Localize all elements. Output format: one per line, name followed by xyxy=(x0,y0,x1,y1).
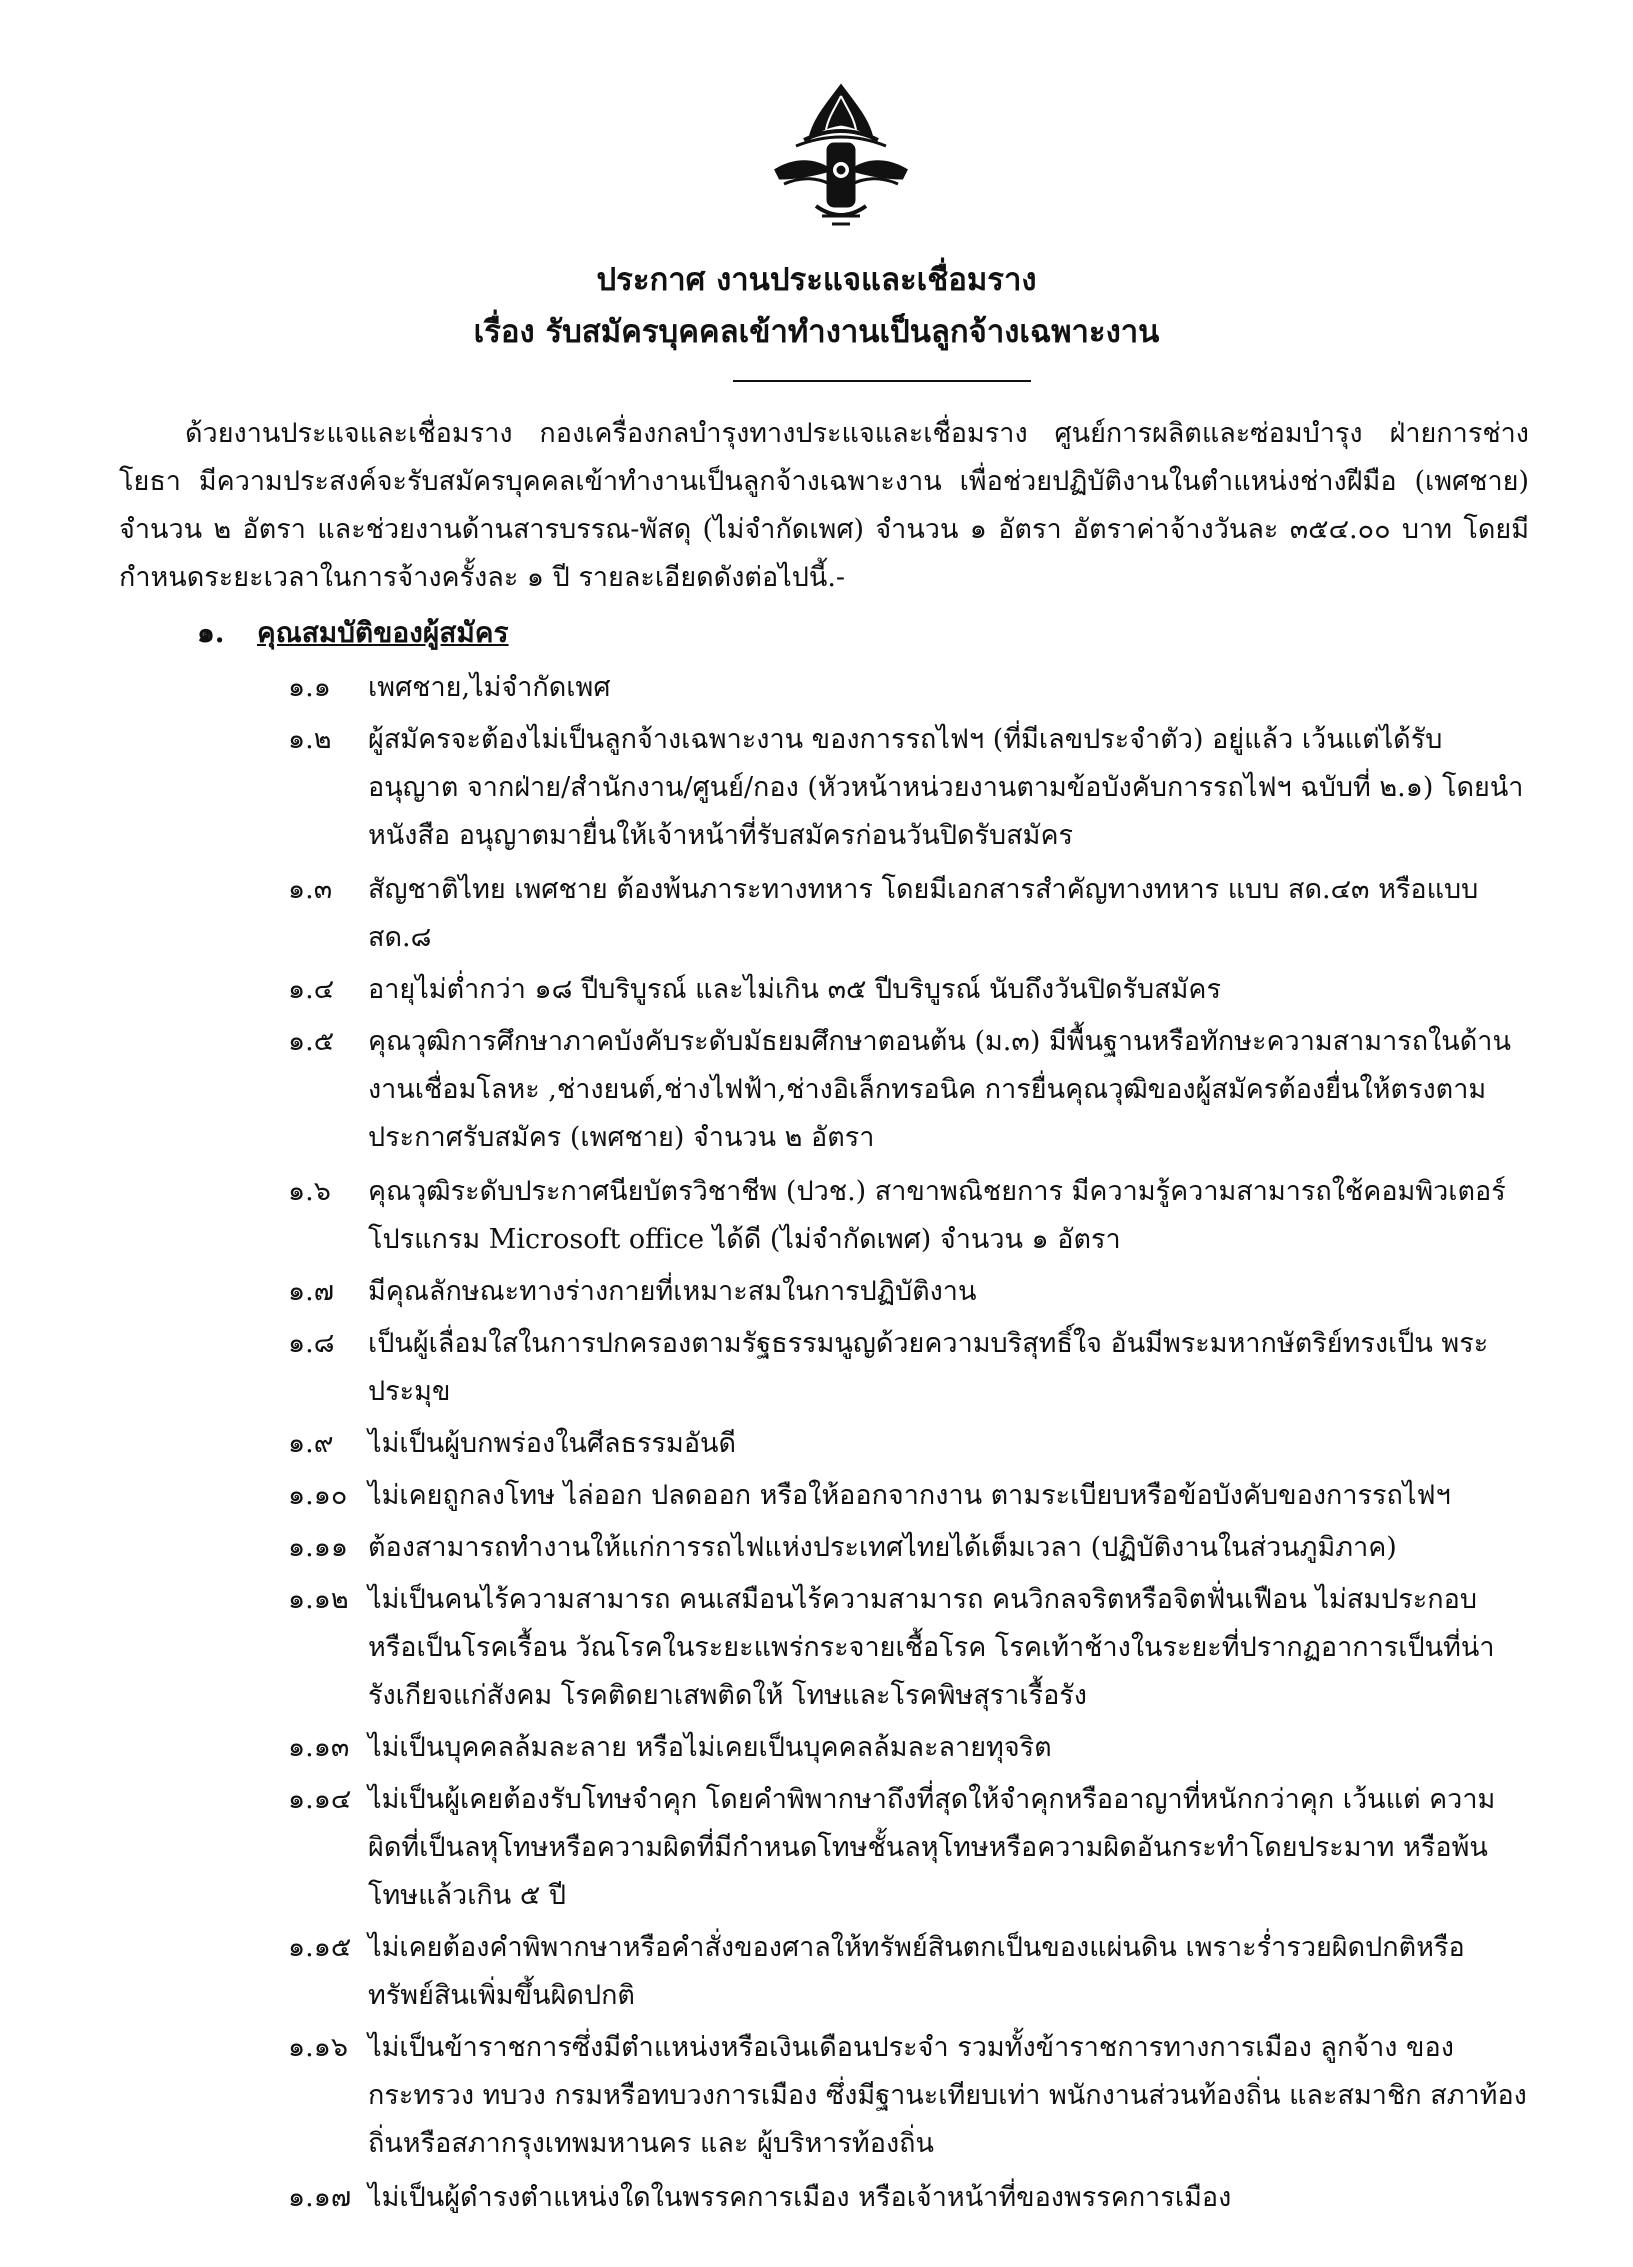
item-number: ๑.๑๔ xyxy=(288,1784,352,1815)
railway-emblem-icon xyxy=(766,78,916,233)
item-text: ไม่เป็นบุคคลล้มละลาย หรือไม่เคยเป็นบุคคลล้มละลายทุจริต xyxy=(368,1732,1052,1763)
list-item xyxy=(288,966,1528,1014)
title-divider xyxy=(733,380,1031,382)
list-item xyxy=(288,866,1528,962)
item-number: ๑.๑๓ xyxy=(288,1732,350,1763)
list-item xyxy=(288,2174,1528,2222)
item-number: ๑.๑๒ xyxy=(288,1584,349,1615)
list-item xyxy=(288,1472,1528,1520)
section-number: ๑. xyxy=(197,616,225,649)
list-item xyxy=(288,664,1528,712)
section-title: คุณสมบัติของผู้สมัคร xyxy=(257,616,509,649)
list-item xyxy=(288,1268,1528,1316)
item-number: ๑.๑๖ xyxy=(288,2032,348,2063)
item-text: ไม่เป็นผู้ดำรงตำแหน่งใดในพรรคการเมือง หรือเจ้าหน้าที่ของพรรคการเมือง xyxy=(368,2182,1232,2213)
item-number: ๑.๑๐ xyxy=(288,1480,348,1511)
item-number: ๑.๕ xyxy=(288,1026,335,1057)
item-text: ไม่เป็นข้าราชการซึ่งมีตำแหน่งหรือเงินเดือนประจำ รวมทั้งข้าราชการทางการเมือง ลูกจ้าง ของ กระทรวง ทบวง กรมหรือทบวงการเมือง ซึ่งมีฐานะเทียบเท่า พนักงานส่วนท้องถิ่น และสมาชิก สภาท้องถิ่นหรือสภากรุงเทพมหานคร และ ผู้บริหารท้องถิ่น xyxy=(368,2032,1527,2159)
list-item xyxy=(288,1420,1528,1468)
item-text: ต้องสามารถทำงานให้แก่การรถไฟแห่งประเทศไทยได้เต็มเวลา (ปฏิบัติงานในส่วนภูมิภาค) xyxy=(368,1532,1397,1563)
item-text: เป็นผู้เลื่อมใสในการปกครองตามรัฐธรรมนูญด้วยความบริสุทธิ์ใจ อันมีพระมหากษัตริย์ทรงเป็น พระประมุข xyxy=(368,1328,1489,1407)
item-text: ผู้สมัครจะต้องไม่เป็นลูกจ้างเฉพาะงาน ของการรถไฟฯ (ที่มีเลขประจำตัว) อยู่แล้ว เว้นแต่ได้รับอนุญาต จากฝ่าย/สำนักงาน/ศูนย์/กอง (หัวหน้าหน่วยงานตามข้อบังคับการรถไฟฯ ฉบับที่ ๒.๑) โดยนำหนังสือ อนุญาตมายื่นให้เจ้าหน้าที่รับสมัครก่อนวันปิดรับสมัคร xyxy=(368,724,1524,851)
list-item xyxy=(288,1724,1528,1772)
list-item xyxy=(288,2024,1528,2168)
item-number: ๑.๙ xyxy=(288,1428,334,1459)
item-text: ไม่เป็นคนไร้ความสามารถ คนเสมือนไร้ความสามารถ คนวิกลจริตหรือจิตฟั่นเฟือน ไม่สมประกอบ หรือเป็นโรคเรื้อน วัณโรคในระยะแพร่กระจายเชื้อโรค โรคเท้าช้างในระยะที่ปรากฏอาการเป็นที่น่า รังเกียจแก่สังคม โรคติดยาเสพติดให้ โทษและโรคพิษสุราเรื้อรัง xyxy=(368,1584,1495,1711)
item-text: ไม่เคยต้องคำพิพากษาหรือคำสั่งของศาลให้ทรัพย์สินตกเป็นของแผ่นดิน เพราะร่ำรวยผิดปกติหรือ ทรัพย์สินเพิ่มขึ้นผิดปกติ xyxy=(368,1932,1465,2011)
item-text: ไม่เป็นผู้เคยต้องรับโทษจำคุก โดยคำพิพากษาถึงที่สุดให้จำคุกหรืออาญาที่หนักกว่าคุก เว้นแต่ ความผิดที่เป็นลหุโทษหรือความผิดที่มีกำหนดโทษชั้นลหุโทษหรือความผิดอันกระทำโดยประมาท หรือพ้นโทษแล้วเกิน ๕ ปี xyxy=(368,1784,1496,1911)
announcement-subject: เรื่อง รับสมัครบุคคลเข้าทำงานเป็นลูกจ้างเฉพาะงาน xyxy=(473,314,1160,350)
list-item xyxy=(288,1168,1528,1264)
item-number: ๑.๖ xyxy=(288,1176,331,1207)
item-text: เพศชาย,ไม่จำกัดเพศ xyxy=(368,672,611,703)
item-text: ไม่เคยถูกลงโทษ ไล่ออก ปลดออก หรือให้ออกจากงาน ตามระเบียบหรือข้อบังคับของการรถไฟฯ xyxy=(368,1480,1451,1511)
list-item xyxy=(288,1924,1528,2020)
item-text: มีคุณลักษณะทางร่างกายที่เหมาะสมในการปฏิบัติงาน xyxy=(368,1276,977,1307)
item-number: ๑.๓ xyxy=(288,874,333,905)
list-item xyxy=(288,1320,1528,1416)
item-text: สัญชาติไทย เพศชาย ต้องพ้นภาระทางทหาร โดยมีเอกสารสำคัญทางทหาร แบบ สด.๔๓ หรือแบบ สด.๘ xyxy=(368,874,1479,953)
item-text: คุณวุฒิการศึกษาภาคบังคับระดับมัธยมศึกษาตอนต้น (ม.๓) มีพื้นฐานหรือทักษะความสามารถในด้าน งานเชื่อมโลหะ ,ช่างยนต์,ช่างไฟฟ้า,ช่างอิเล็กทรอนิค การยื่นคุณวุฒิของผู้สมัครต้องยื่นให้ตรงตาม ประกาศรับสมัคร (เพศชาย) จำนวน ๒ อัตรา xyxy=(368,1026,1511,1153)
item-number: ๑.๑๕ xyxy=(288,1932,352,1963)
list-item xyxy=(288,1524,1528,1572)
list-item xyxy=(288,1018,1528,1162)
item-number: ๑.๑ xyxy=(288,672,331,703)
item-text: อายุไม่ต่ำกว่า ๑๘ ปีบริบูรณ์ และไม่เกิน ๓๕ ปีบริบูรณ์ นับถึงวันปิดรับสมัคร xyxy=(368,974,1221,1005)
intro-paragraph xyxy=(119,410,1529,602)
announcement-title: ประกาศ งานประแจและเชื่อมราง xyxy=(596,262,1037,298)
list-item xyxy=(288,716,1528,860)
item-number: ๑.๔ xyxy=(288,974,335,1005)
item-number: ๑.๒ xyxy=(288,724,332,755)
item-text: คุณวุฒิระดับประกาศนียบัตรวิชาชีพ (ปวช.) สาขาพณิชยการ มีความรู้ความสามารถใช้คอมพิวเตอร์ โปรแกรม Microsoft office ได้ดี (ไม่จำกัดเพศ) จำนวน ๑ อัตรา xyxy=(368,1176,1506,1255)
item-text: ไม่เป็นผู้บกพร่องในศีลธรรมอันดี xyxy=(368,1428,737,1459)
list-item xyxy=(288,1776,1528,1920)
item-number: ๑.๘ xyxy=(288,1328,335,1359)
list-item xyxy=(288,1576,1528,1720)
section-heading xyxy=(197,611,509,655)
intro-text: ด้วยงานประแจและเชื่อมราง กองเครื่องกลบำรุงทางประแจและเชื่อมราง ศูนย์การผลิตและซ่อมบำรุง ฝ่ายการช่างโยธา มีความประสงค์จะรับสมัครบุคคลเข้าทำงานเป็นลูกจ้างเฉพาะงาน เพื่อช่วยปฏิบัติงานในตำแหน่งช่างฝีมือ (เพศชาย) จำนวน ๒ อัตรา และช่วยงานด้านสารบรรณ-พัสดุ (ไม่จำกัดเพศ) จำนวน ๑ อัตรา อัตราค่าจ้างวันละ ๓๕๔.๐๐ บาท โดยมีกำหนดระยะเวลาในการจ้างครั้งละ ๑ ปี รายละเอียดดังต่อไปนี้.- xyxy=(119,418,1529,593)
item-number: ๑.๑๑ xyxy=(288,1532,348,1563)
item-number: ๑.๑๗ xyxy=(288,2182,352,2213)
item-number: ๑.๗ xyxy=(288,1276,335,1307)
